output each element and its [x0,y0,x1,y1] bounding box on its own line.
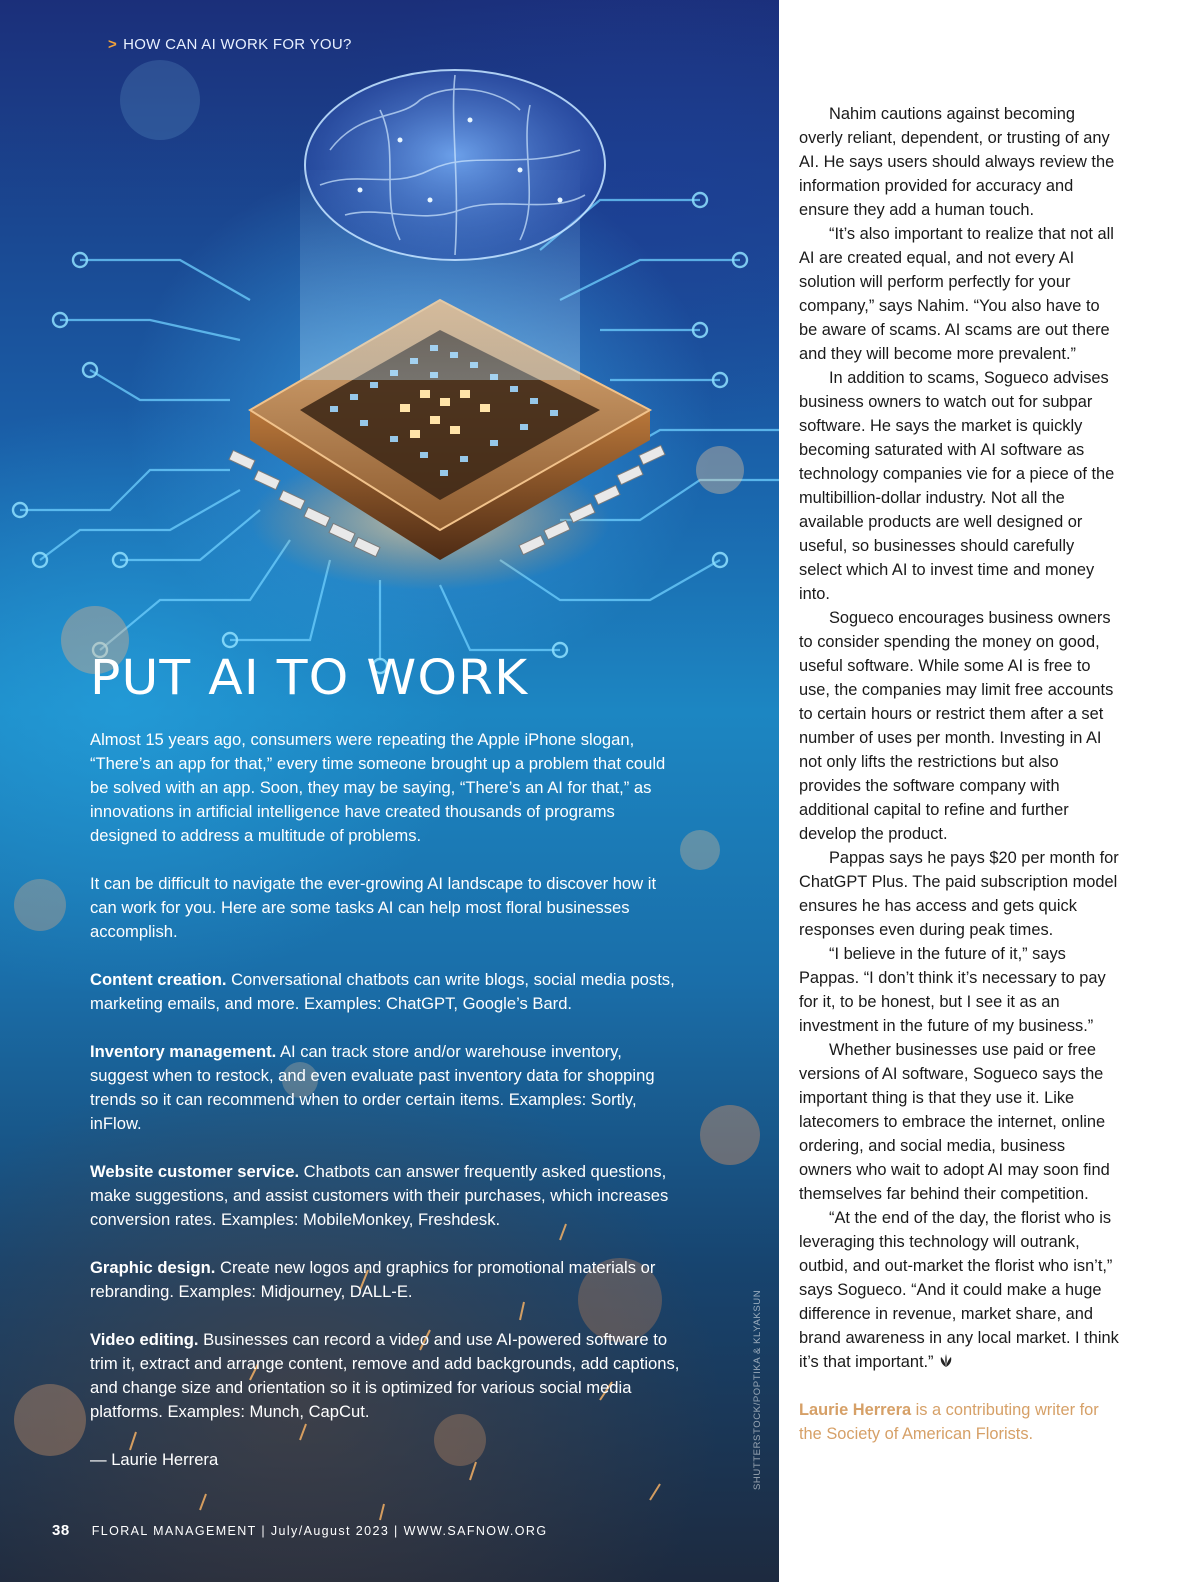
brain-graphic [305,70,605,260]
photo-credit: SHUTTERSTOCK/POPTIKA & KLYAKSUN [752,1289,763,1490]
chevron-right-icon: > [108,36,118,53]
article-paragraph: Nahim cautions against becoming overly reliant, dependent, or trusting of any AI. He says users should always review the information provided for accuracy and ensure they add a human touch. [799,105,1115,219]
task-item [90,1328,680,1424]
task-title: Content creation. [90,970,227,989]
article-last-paragraph [799,1206,1121,1374]
task-title: Video editing. [90,1330,199,1349]
sidebar-intro-2: It can be difficult to navigate the ever-growing AI landscape to discover how it can work for you. Here are some tasks AI can help most floral businesses accomplish. [90,874,657,941]
task-title: Inventory management. [90,1042,277,1061]
footer-text: FLORAL MANAGEMENT | July/August 2023 | WWW.SAFNOW.ORG [91,1524,548,1538]
task-text: Create new logos and graphics for promotional materials or rebranding. Examples: Midjourney, DALL-E. [90,1258,656,1301]
article-paragraph: Whether businesses use paid or free versions of AI software, Sogueco says the important thing is that they use it. Like latecomers to embrace the internet, online ordering, and social media, business owners who wait to adopt AI may soon find themselves far behind their competition. [799,1041,1110,1203]
task-text: Chatbots can answer frequently asked questions, make suggestions, and assist customers with their purchases, which increases conversion rates. Examples: MobileMonkey, Freshdesk. [90,1162,669,1229]
task-item [90,1160,680,1232]
article-paragraph: In addition to scams, Sogueco advises business owners to watch out for subpar software. He says the market is quickly becoming saturated with AI software as technology companies vie for a piece of the multibillion-dollar industry. Not all the available products are well designed or useful, so businesses should carefully select which AI to invest time and money into. [799,369,1115,603]
kicker-text: HOW CAN AI WORK FOR YOU? [123,36,352,53]
section-kicker [108,36,352,53]
article-paragraph: Pappas says he pays $20 per month for ChatGPT Plus. The paid subscription model ensures he has access and gets quick responses even during peak times. [799,849,1119,939]
article-paragraph-text: “At the end of the day, the florist who is leveraging this technology will outrank, outbid, and out-market the florist who isn’t,” says Sogueco. “And it could make a huge difference in revenue, market share, and brand awareness in any local market. I think it’s that important.” [799,1209,1119,1371]
article-paragraph: Sogueco encourages business owners to consider spending the money on good, useful software. While some AI is free to use, the companies may limit free accounts to certain hours or restrict them after a set number of uses per month. Investing in AI not only lifts the restrictions but also provides the software company with additional capital to refine and further develop the product. [799,609,1114,843]
article-paragraph: “It’s also important to realize that not all AI are created equal, and not every AI solution will perform perfectly for your company,” says Nahim. “You also have to be aware of scams. AI scams are out there and they will become more prevalent.” [799,225,1114,363]
sidebar-body [90,728,680,1472]
author-name: Laurie Herrera [799,1401,912,1419]
sidebar-headline: PUT AI TO WORK [90,650,529,706]
task-text: Conversational chatbots can write blogs, social media posts, marketing emails, and more. Examples: ChatGPT, Google’s Bard. [90,970,675,1013]
article-paragraph: “I believe in the future of it,” says Pappas. “I don’t think it’s necessary to pay for it, to be honest, but I see it as an investment in the future of my business.” [799,945,1106,1035]
saf-flower-logo-icon [938,1353,954,1369]
task-item [90,1256,680,1304]
task-title: Graphic design. [90,1258,216,1277]
task-title: Website customer service. [90,1162,300,1181]
author-bio [799,1398,1121,1446]
author-bio-text: is a contributing writer for the Society of American Florists. [799,1401,1099,1443]
sidebar-byline: — Laurie Herrera [90,1450,219,1469]
task-item [90,968,680,1016]
sidebar-intro-1: Almost 15 years ago, consumers were repeating the Apple iPhone slogan, “There’s an app for that,” every time someone brought up a problem that could be solved with an app. Soon, they may be saying, “There’s an AI for that,” as innovations in artificial intelligence have created thousands of programs designed to address a multitude of problems. [90,730,666,845]
page-footer [52,1522,547,1539]
article-column [799,102,1121,1446]
task-text: AI can track store and/or warehouse inventory, suggest when to restock, and even evaluate past inventory data for shopping trends so it can recommend when to order certain items. Examples: Sortly, inFlow. [90,1042,655,1133]
task-text: Businesses can record a video and use AI-powered software to trim it, extract and arrange content, remove and add backgrounds, add captions, and change size and orientation so it is optimized for various social media platforms. Examples: Munch, CapCut. [90,1330,680,1421]
page-number: 38 [52,1522,70,1539]
task-item [90,1040,680,1136]
